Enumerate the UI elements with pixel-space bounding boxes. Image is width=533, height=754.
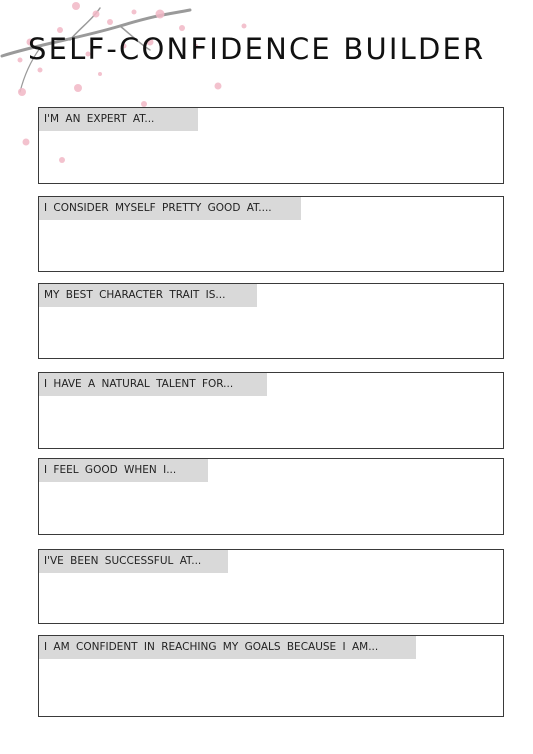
page-title: SELF-CONFIDENCE BUILDER xyxy=(28,32,486,66)
prompt-label: I'VE BEEN SUCCESSFUL AT... xyxy=(39,550,228,573)
prompt-label: I CONSIDER MYSELF PRETTY GOOD AT.... xyxy=(39,197,301,220)
prompt-label: I AM CONFIDENT IN REACHING MY GOALS BECAUSE I AM... xyxy=(39,636,416,659)
prompt-box-confident[interactable] xyxy=(38,635,504,717)
prompt-box-expert[interactable] xyxy=(38,107,504,184)
prompt-box-pretty-good[interactable] xyxy=(38,196,504,272)
prompt-label: I'M AN EXPERT AT... xyxy=(39,108,198,131)
prompt-label: MY BEST CHARACTER TRAIT IS... xyxy=(39,284,257,307)
prompt-label: I FEEL GOOD WHEN I... xyxy=(39,459,208,482)
prompt-box-successful[interactable] xyxy=(38,549,504,624)
prompt-label: I HAVE A NATURAL TALENT FOR... xyxy=(39,373,267,396)
prompt-box-natural-talent[interactable] xyxy=(38,372,504,449)
prompt-box-character-trait[interactable] xyxy=(38,283,504,359)
prompt-box-feel-good[interactable] xyxy=(38,458,504,535)
